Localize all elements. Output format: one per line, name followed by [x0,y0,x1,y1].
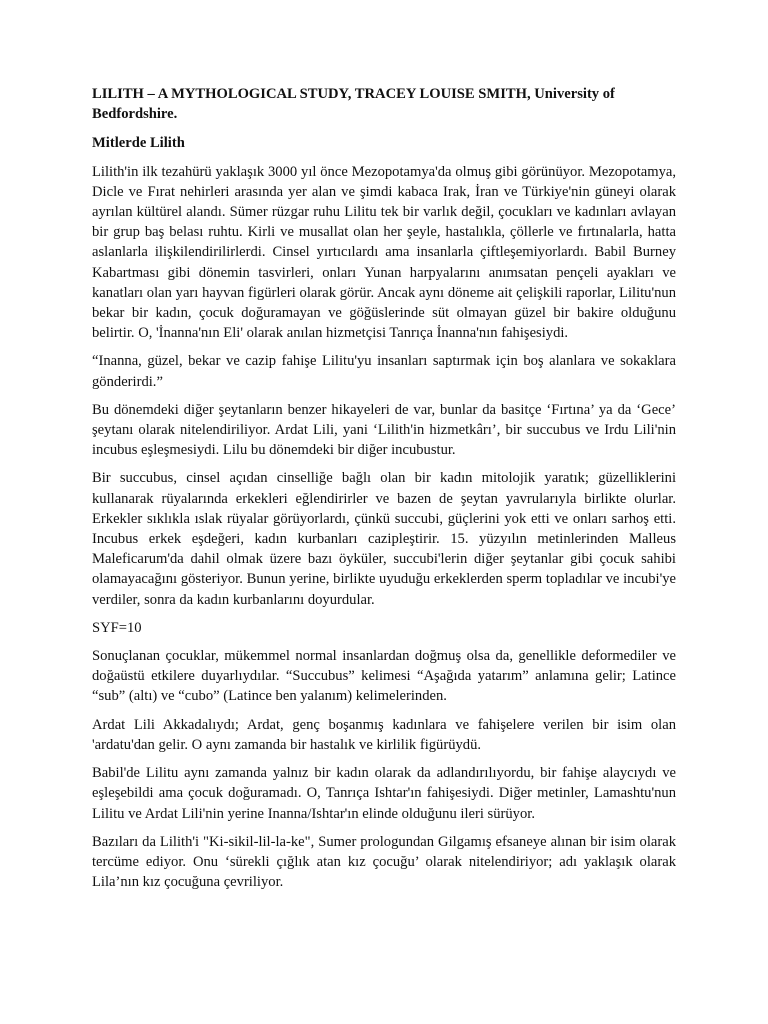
quote-paragraph: “Inanna, güzel, bekar ve cazip fahişe Lilitu'yu insanları saptırmak için boş alanlara ve sokaklara gönderirdi.” [92,353,676,390]
paragraph-7: Ardat Lili Akkadalıydı; Ardat, genç boşanmış kadınlara ve fahişelere verilen bir isim olan 'ardatu'dan gelir. O aynı zamanda bir hastalık ve kirlilik figürüydü. [92,716,676,753]
page-reference: SYF=10 [92,619,142,636]
document-page [92,84,676,900]
paragraph-3: Bu dönemdeki diğer şeytanların benzer hikayeleri de var, bunlar da basitçe ‘Fırtına’ ya da ‘Gece’ şeytanı olarak nitelendiriliyor. Ardat Lili, yani ‘Lilith'in hizmetkârı’, bir succubus ve Irdu Lili'nin incubus eşleşmesiydi. Lilu bu dönemdeki bir diğer incubustur. [92,401,676,459]
paragraph-6: Sonuçlanan çocuklar, mükemmel normal insanlardan doğmuş olsa da, genellikle deformediler ve doğaüstü etkilere duyarlıydılar. “Succubus” kelimesi “Aşağıda yatarım” anlamına gelir; Latince “sub” (altı) ve “cubo” (Latince ben yalanım) kelimelerinden. [92,648,676,705]
section-heading: Mitlerde Lilith [92,135,185,152]
document-title: LILITH – A MYTHOLOGICAL STUDY, TRACEY LOUISE SMITH, University of Bedfordshire. [92,86,615,123]
paragraph-8: Babil'de Lilitu aynı zamanda yalnız bir kadın olarak da adlandırılıyordu, bir fahişe alaycıydı ve eşleşebildi ama çocuk doğuramadı. O, Tanrıça Ishtar'ın fahişesiydi. Diğer metinler, Lamashtu'nun Lilitu ve Ardat Lili'nin yerine Inanna/Ishtar'ın elinde olduğunu ileri sürüyor. [92,765,676,822]
paragraph-9: Bazıları da Lilith'i "Ki-sikil-lil-la-ke", Sumer prologundan Gilgamış efsaneye alınan bir isim olarak tercüme ediyor. Onu ‘sürekli çığlık atan kız çocuğu’ olarak nitelendiriyor; adı yaklaşık olarak Lila’nın kız çocuğuna çevriliyor. [92,833,676,891]
paragraph-4: Bir succubus, cinsel açıdan cinselliğe bağlı olan bir kadın mitolojik yaratık; güzelliklerini kullanarak rüyalarında erkekleri eğlendirirler ve bazen de şeytan yavrularıyla birlikte olurlar. Erkekler sıklıkla ıslak rüyalar görüyorlardı, çünkü succubi, güçlerini yok etti ve onları sarhoş etti. Incubus erkek eşdeğeri, kadın kurbanları cazipleştirir. 15. yüzyılın metinlerinden Malleus Maleficarum'da dahil olmak üzere bazı öyküler, succubi'lerin diğer şeytanlar gibi çocuk sahibi olamayacağını gösteriyor. Bunun yerine, birlikte uyuduğu erkeklerden sperm topladılar ve incubi'ye verdiler, sonra da kadın kurbanlarını doyurdular. [92,470,676,608]
paragraph-1: Lilith'in ilk tezahürü yaklaşık 3000 yıl önce Mezopotamya'da olmuş gibi görünüyor. Mezopotamya, Dicle ve Fırat nehirleri arasında yer alan ve şimdi kabaca Irak, İran ve Türkiye'nin güneyi olarak ayrılan kültürel alandı. Sümer rüzgar ruhu Lilitu tek bir varlık değil, çocukları ve kadınları avlayan bir grup baş belası ruhtu. Kirli ve musallat olan her şeyle, hastalıkla, çöllerle ve fırtınalarla, hatta aslanlarla ilişkilendirilirlerdi. Cinsel yırtıcılardı ama insanlarla çiftleşemiyorlardı. Babil Burney Kabartması gibi dönemin tasvirleri, onları Yunan harpyalarını anımsatan pençeli ayakları ve kanatları olan yarı hayvan figürleri olarak görür. Ancak aynı döneme ait çelişkili raporlar, Lilitu'nun bekar bir kadın, çocuk doğuramayan ve göğüslerinde süt olmayan güzel bir bakire olduğunu belirtir. O, 'İnanna'nın Eli' olarak anılan hizmetçisi Tanrıça İnanna'nın fahişesiydi. [92,163,676,342]
